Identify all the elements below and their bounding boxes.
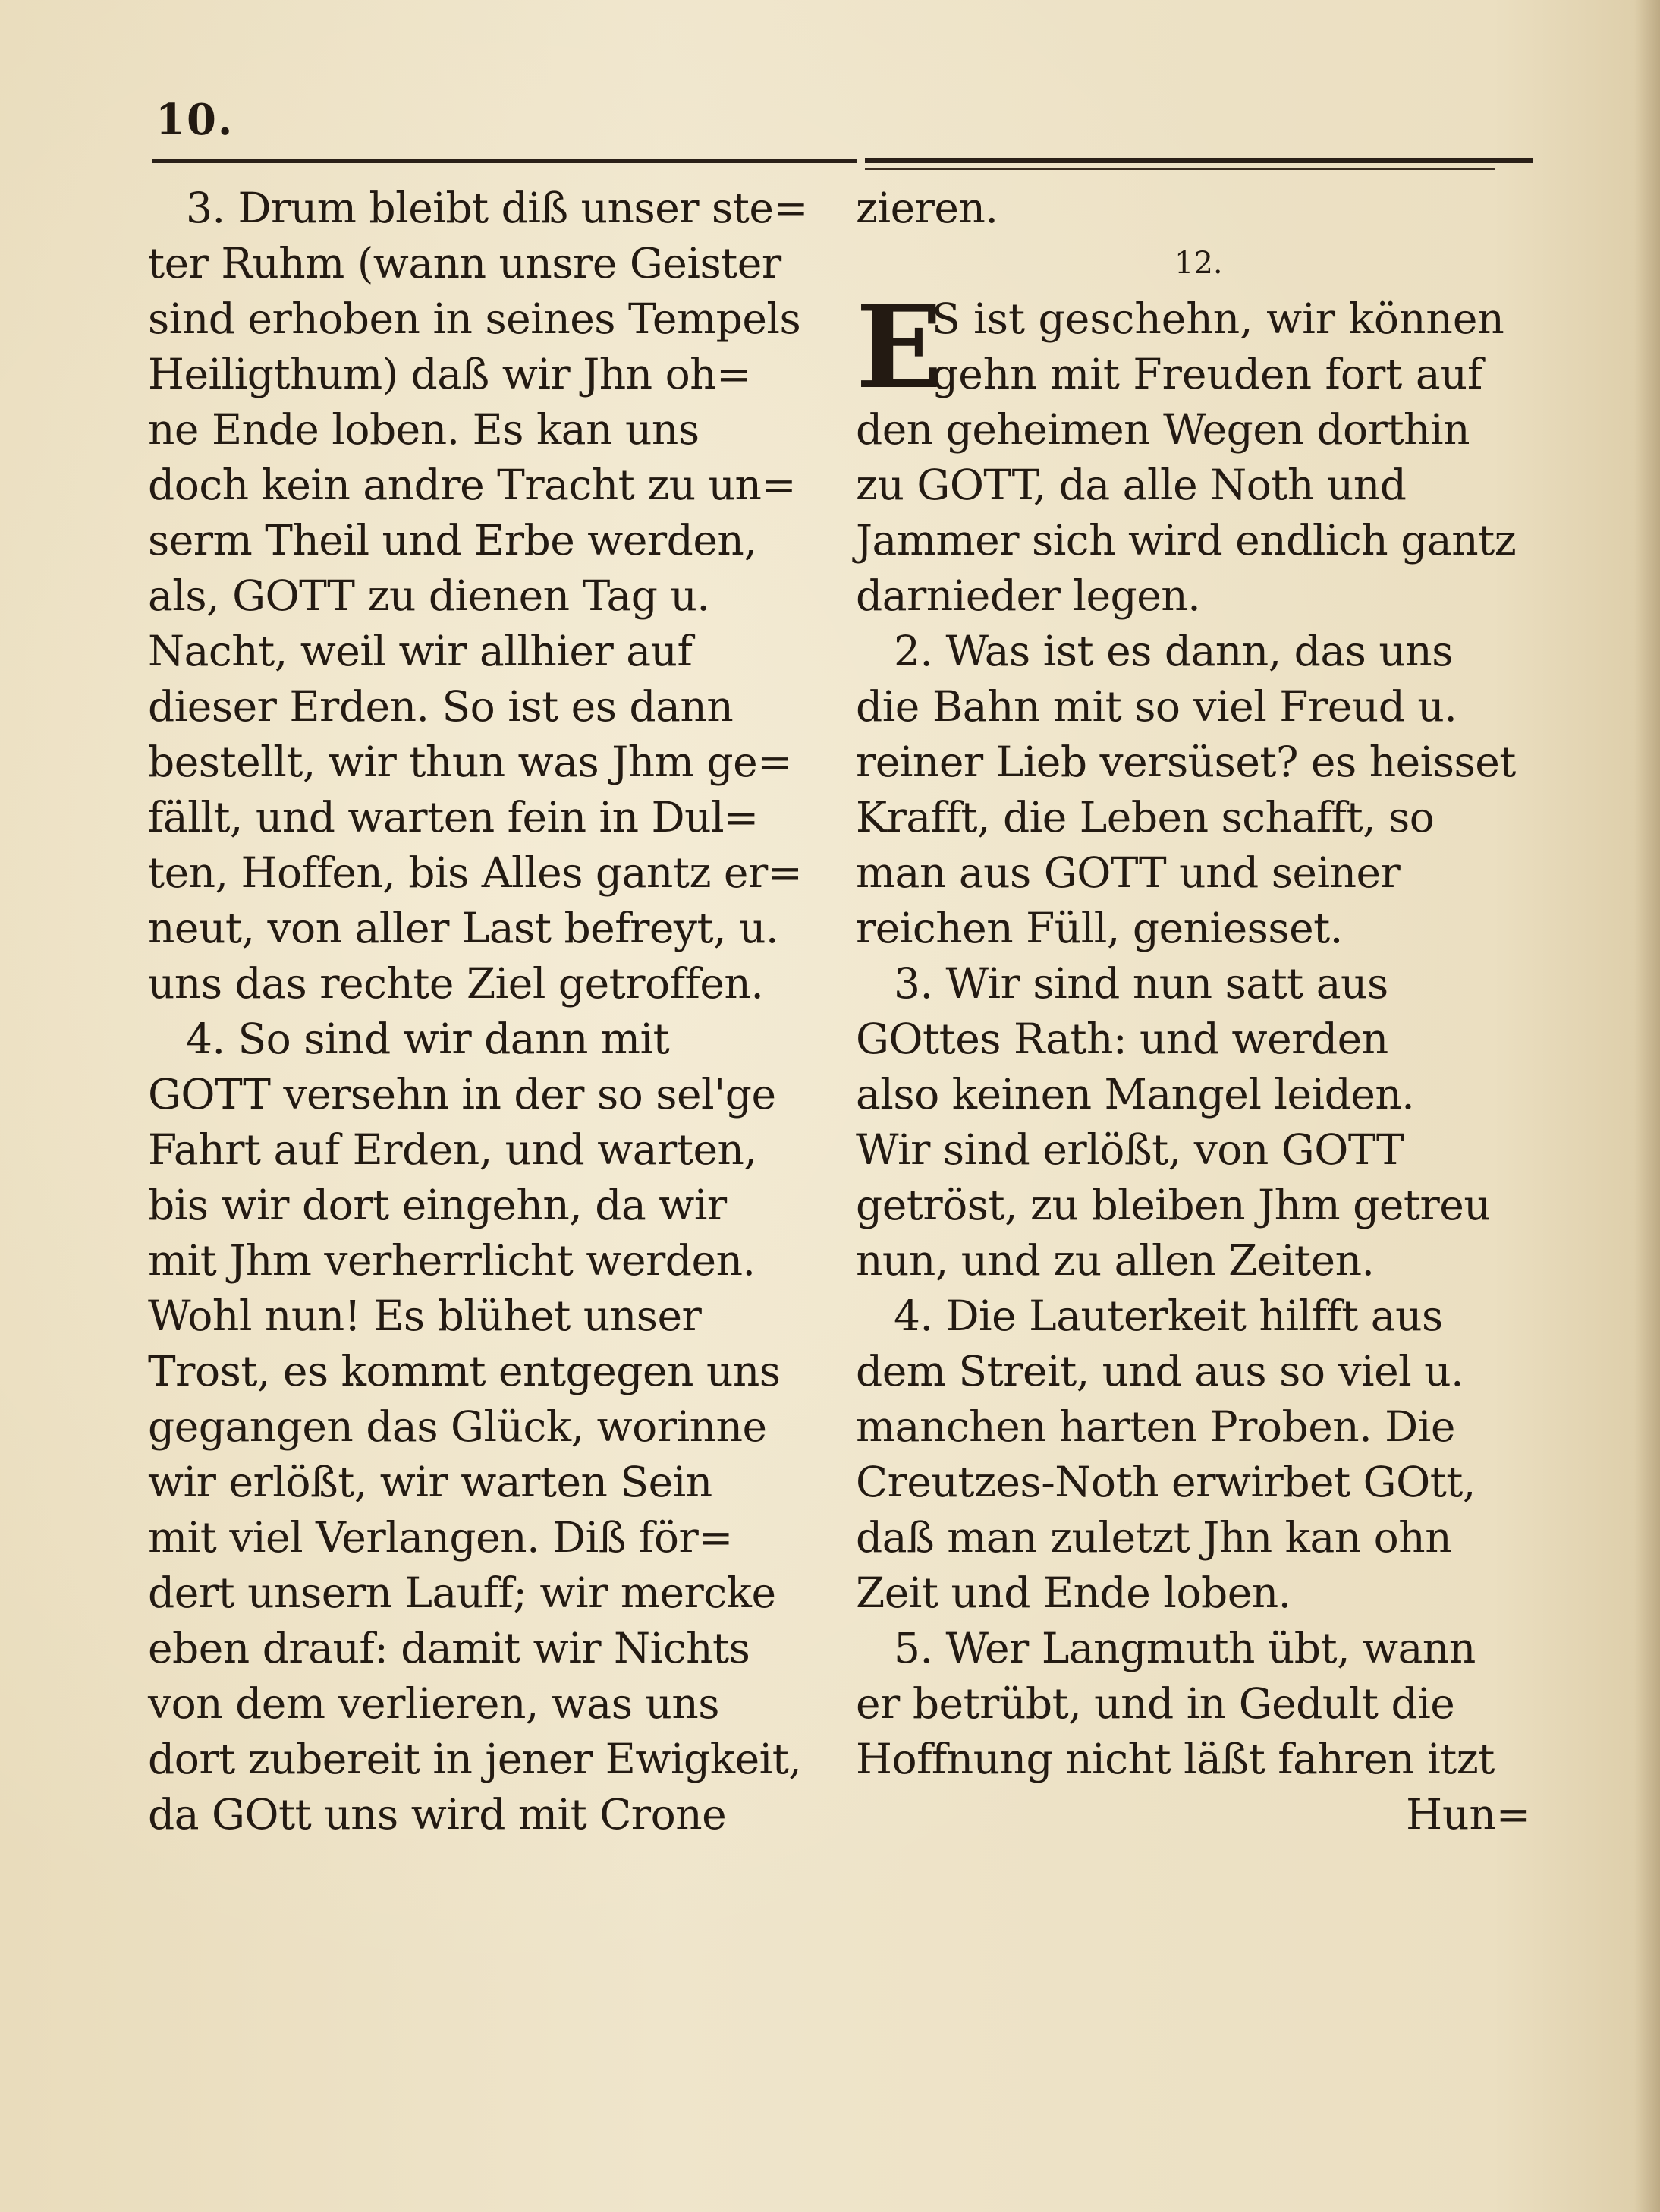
text-line: den geheimen Wegen dorthin	[856, 405, 1470, 454]
text-line: nun, und zu allen Zeiten.	[856, 1236, 1375, 1285]
text-line: bestellt, wir thun was Jhm ge=	[148, 738, 792, 786]
text-line: reichen Füll, geniesset.	[856, 904, 1343, 952]
text-line: mit Jhm verherrlicht werden.	[148, 1236, 756, 1285]
text-line: 4. Die Lauterkeit hilfft aus	[894, 1292, 1443, 1340]
text-line: Creutzes-Noth erwirbet GOtt,	[856, 1458, 1476, 1506]
text-line: fällt, und warten fein in Dul=	[148, 793, 759, 842]
continuation-word: zieren.	[856, 184, 998, 232]
text-line	[856, 347, 1539, 402]
text-line: eben drauf: damit wir Nichts	[148, 1624, 750, 1672]
text-line: Wohl nun! Es blühet unser	[148, 1292, 702, 1340]
text-line: Jammer sich wird endlich gantz	[856, 516, 1517, 565]
text-line: von dem verlieren, was uns	[148, 1679, 719, 1728]
text-line: reiner Lieb versüset? es heisset	[856, 738, 1516, 786]
text-line: daß man zuletzt Jhn kan ohn	[856, 1513, 1452, 1562]
page-number: 10.	[156, 95, 234, 145]
text-line: Heiligthum) daß wir Jhn oh=	[148, 350, 751, 398]
text-line: dert unsern Lauff; wir mercke	[148, 1569, 776, 1617]
text-line: man aus GOTT und seiner	[856, 848, 1401, 897]
text-line-content: S ist geschehn, wir können	[932, 294, 1504, 343]
text-line: ter Ruhm (wann unsre Geister	[148, 239, 781, 288]
text-line: dem Streit, und aus so viel u.	[856, 1347, 1464, 1395]
text-line: sind erhoben in seines Tempels	[148, 294, 801, 343]
hymn-number: 12.	[1174, 246, 1223, 281]
text-line: die Bahn mit so viel Freud u.	[856, 682, 1457, 731]
text-line: mit viel Verlangen. Diß för=	[148, 1513, 733, 1562]
page-edge-shadow	[1634, 0, 1660, 2212]
text-line: Nacht, weil wir allhier auf	[148, 627, 693, 675]
text-line: 4. So sind wir dann mit	[186, 1015, 670, 1063]
text-line: bis wir dort eingehn, da wir	[148, 1181, 727, 1229]
text-line: er betrübt, und in Gedult die	[856, 1679, 1455, 1728]
text-line: ne Ende loben. Es kan uns	[148, 405, 700, 454]
header-rule-left	[152, 159, 857, 163]
text-line: gegangen das Glück, worinne	[148, 1402, 767, 1451]
text-line: serm Theil und Erbe werden,	[148, 516, 757, 565]
text-line: 3. Drum bleibt diß unser ste=	[186, 184, 809, 232]
text-line: Trost, es kommt entgegen uns	[148, 1347, 781, 1395]
header-rule-right	[865, 158, 1533, 163]
text-line: 2. Was ist es dann, das uns	[894, 627, 1453, 675]
right-column	[856, 181, 1539, 1842]
text-line: wir erlößt, wir warten Sein	[148, 1458, 712, 1506]
text-line: manchen harten Proben. Die	[856, 1402, 1455, 1451]
text-line: Krafft, die Leben schafft, so	[856, 793, 1435, 842]
text-line: dieser Erden. So ist es dann	[148, 682, 734, 731]
text-line: Fahrt auf Erden, und warten,	[148, 1125, 757, 1174]
text-line: neut, von aller Last befreyt, u.	[148, 904, 778, 952]
left-column	[148, 181, 846, 1842]
text-line: 5. Wer Langmuth übt, wann	[894, 1624, 1476, 1672]
text-line: da GOtt uns wird mit Crone	[148, 1790, 727, 1839]
text-line: GOTT versehn in der so sel'ge	[148, 1070, 776, 1119]
text-line: uns das rechte Ziel getroffen.	[148, 959, 764, 1008]
text-line: darnieder legen.	[856, 571, 1201, 620]
catchword: Hun=	[1406, 1790, 1531, 1839]
text-line: ten, Hoffen, bis Alles gantz er=	[148, 848, 803, 897]
text-line: Wir sind erlößt, von GOTT	[856, 1125, 1404, 1174]
text-line: zu GOTT, da alle Noth und	[856, 461, 1407, 509]
text-line: 3. Wir sind nun satt aus	[894, 959, 1388, 1008]
text-line: also keinen Mangel leiden.	[856, 1070, 1415, 1119]
drop-cap: E	[856, 281, 943, 414]
text-line: dort zubereit in jener Ewigkeit,	[148, 1735, 802, 1783]
text-line: getröst, zu bleiben Jhm getreu	[856, 1181, 1491, 1229]
text-line: als, GOTT zu dienen Tag u.	[148, 571, 710, 620]
text-line: doch kein andre Tracht zu un=	[148, 461, 797, 509]
text-line-content: gehn mit Freuden fort auf	[932, 350, 1483, 398]
text-line: GOttes Rath: und werden	[856, 1015, 1388, 1063]
text-line: Hoffnung nicht läßt fahren itzt	[856, 1735, 1495, 1783]
text-line: Zeit und Ende loben.	[856, 1569, 1291, 1617]
header-rule-right-thin	[865, 168, 1495, 170]
